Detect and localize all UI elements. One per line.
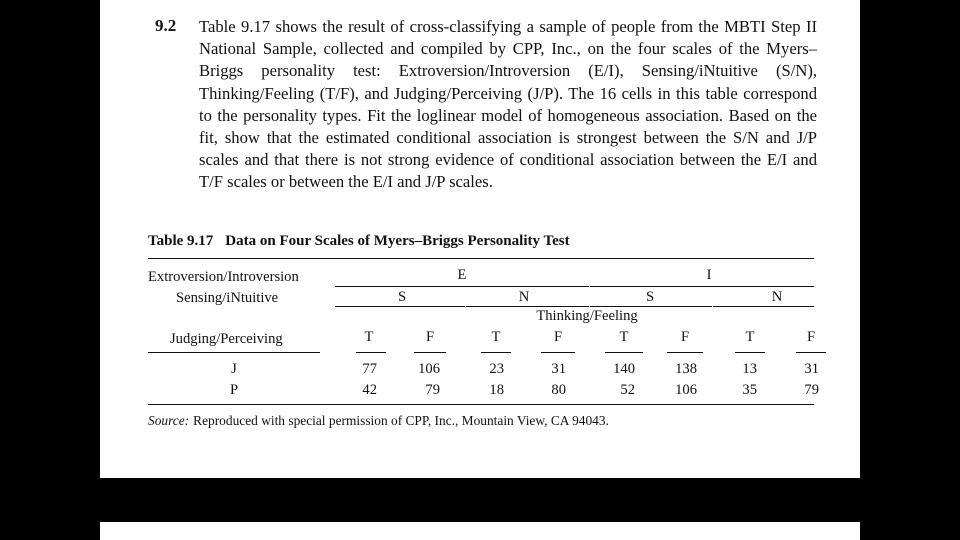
- header-level-s2: S: [645, 289, 655, 305]
- cell-p-4: 80: [551, 382, 566, 398]
- table-label: Table 9.17: [148, 233, 214, 249]
- row-label-p: P: [229, 382, 239, 398]
- header-tf-3: T: [491, 329, 501, 345]
- header-level-n1: N: [518, 289, 530, 305]
- tf-rule-2: [414, 352, 446, 353]
- header-tf-8: F: [806, 329, 816, 345]
- header-rule-n2: [713, 306, 814, 307]
- cell-j-7: 13: [742, 361, 757, 377]
- source-text: Reproduced with special permission of CPP, Inc., Mountain View, CA 94043.: [193, 413, 609, 428]
- table-title: Data on Four Scales of Myers–Briggs Personality Test: [225, 233, 570, 249]
- cell-p-5: 52: [620, 382, 635, 398]
- header-level-e: E: [457, 267, 467, 283]
- cell-j-1: 77: [362, 361, 377, 377]
- header-thinking: Thinking/Feeling: [536, 308, 638, 324]
- source-label: Source:: [148, 413, 190, 428]
- exercise-text: Table 9.17 shows the result of cross-classifying a sample of people from the MBTI Step II National Sample, collected and compiled by CPP, Inc., on the four scales of the Myers–Briggs personality test: Extroversion/Introversion (E/I), Sensing/iNtuitive (S/N), Thinking/Feeling (T/F), and Judging/Perceiving (J/P). The 16 cells in this table correspond to the personality types. Fit the loglinear model of homogeneous association. Based on the fit, show that the estimated conditional association is strongest between the S/N and J/P scales and that there is not strong evidence of conditional association between the E/I and T/F scales or between the E/I and J/P scales.: [199, 17, 817, 192]
- header-level-s1: S: [397, 289, 407, 305]
- tf-rule-7: [735, 352, 765, 353]
- cell-p-1: 42: [362, 382, 377, 398]
- table-top-rule: [148, 258, 814, 259]
- cell-j-6: 138: [675, 361, 697, 377]
- header-rule-s1: [335, 306, 465, 307]
- header-tf-5: T: [619, 329, 629, 345]
- header-rule-i: [590, 286, 814, 287]
- cell-p-2: 79: [425, 382, 440, 398]
- header-tf-2: F: [425, 329, 435, 345]
- tf-rule-3: [481, 352, 511, 353]
- cell-p-6: 106: [675, 382, 697, 398]
- table-bottom-rule: [148, 404, 814, 405]
- tf-rule-6: [667, 352, 703, 353]
- header-judging: Judging/Perceiving: [170, 331, 283, 347]
- row-label-j: J: [231, 361, 237, 377]
- cell-p-7: 35: [742, 382, 757, 398]
- cell-p-3: 18: [489, 382, 504, 398]
- header-level-i: I: [706, 267, 712, 283]
- header-sensing: Sensing/iNtuitive: [176, 290, 279, 306]
- tf-rule-8: [796, 352, 826, 353]
- table-caption: [148, 233, 570, 250]
- cell-j-4: 31: [551, 361, 566, 377]
- tf-rule-1: [356, 352, 386, 353]
- header-tf-1: T: [364, 329, 374, 345]
- cell-j-2: 106: [418, 361, 440, 377]
- table-source: [148, 413, 609, 429]
- tf-rule-5: [605, 352, 643, 353]
- header-level-n2: N: [771, 289, 783, 305]
- header-tf-4: F: [553, 329, 563, 345]
- cell-j-3: 23: [489, 361, 504, 377]
- header-extroversion: Extroversion/Introversion: [148, 269, 299, 285]
- next-page-edge: [100, 522, 860, 540]
- tf-rule-4: [541, 352, 575, 353]
- cell-j-5: 140: [613, 361, 635, 377]
- textbook-page: [100, 0, 860, 478]
- judging-underline: [148, 352, 320, 353]
- header-tf-7: T: [745, 329, 755, 345]
- header-tf-6: F: [680, 329, 690, 345]
- cell-j-8: 31: [804, 361, 819, 377]
- exercise-number: 9.2: [155, 16, 177, 35]
- header-rule-e: [335, 286, 589, 287]
- cell-p-8: 79: [804, 382, 819, 398]
